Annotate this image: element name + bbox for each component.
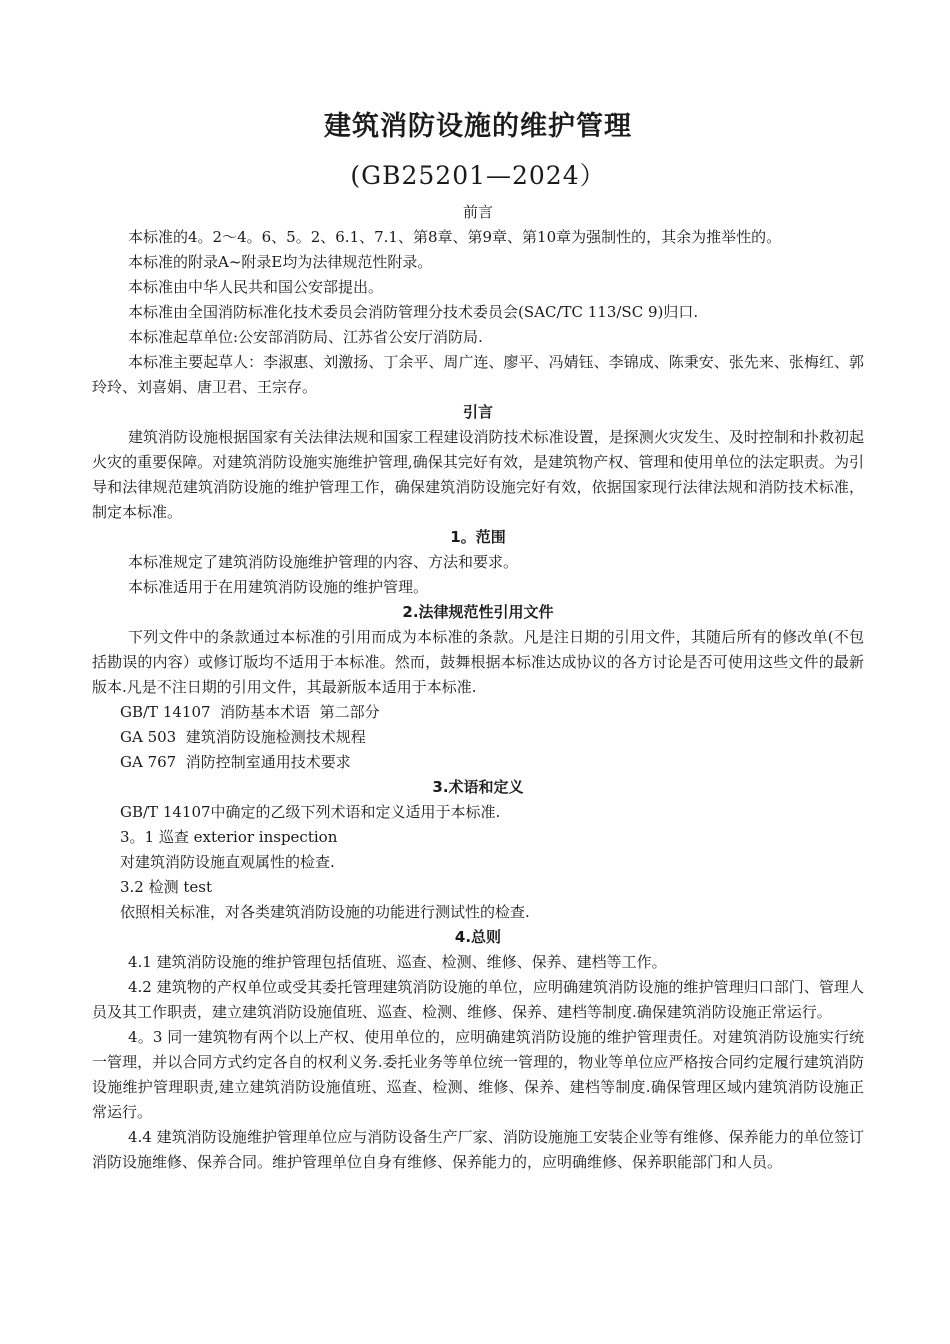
section-4-clause: 4。3 同一建筑物有两个以上产权、使用单位的，应明确建筑消防设施的维护管理责任。对建筑消防设施实行统一管理，并以合同方式约定各自的权利义务.委托业务等单位统一管理的，物业等单位应严格按合同约定履行建筑消防设施维护管理职责,建立建筑消防设施值班、巡查、检测、维修、保养、建档等制度.确保管理区域内建筑消防设施正常运行。 [92, 1028, 864, 1121]
intro-paragraph: 建筑消防设施根据国家有关法律法规和国家工程建设消防技术标准设置，是探测火灾发生、及时控制和扑救初起火灾的重要保障。对建筑消防设施实施维护管理,确保其完好有效，是建筑物产权、管理和使用单位的法定职责。为引导和法律规范建筑消防设施的维护管理工作，确保建筑消防设施完好有效，依据国家现行法律法规和消防技术标准，制定本标准。 [92, 428, 864, 521]
document-title: 建筑消防设施的维护管理 [324, 111, 632, 142]
standard-code: (GB25201—2024） [350, 161, 606, 190]
section-4-clause: 4.2 建筑物的产权单位或受其委托管理建筑消防设施的单位，应明确建筑消防设施的维护管理归口部门、管理人员及其工作职责，建立建筑消防设施值班、巡查、检测、维修、保养、建档等制度.确保建筑消防设施正常运行。 [92, 978, 864, 1021]
foreword-paragraph: 本标准的4。2～4。6、5。2、6.1、7.1、第8章、第9章、第10章为强制性的，其余为推举性的。 [128, 228, 782, 246]
reference-item: GA 767 消防控制室通用技术要求 [120, 753, 351, 771]
reference-item: GB/T 14107 消防基本术语 第二部分 [120, 703, 380, 721]
foreword-paragraph: 本标准由全国消防标准化技术委员会消防管理分技术委员会(SAC/TC 113/SC 9)归口. [128, 303, 699, 321]
foreword-heading: 前言 [462, 203, 493, 221]
term-definition: 对建筑消防设施直观属性的检查. [120, 853, 335, 871]
section-1-paragraph: 本标准适用于在用建筑消防设施的维护管理。 [128, 578, 429, 596]
foreword-paragraph: 本标准主要起草人：李淑惠、刘激扬、丁余平、周广连、廖平、冯婧钰、李锦成、陈秉安、张先来、张梅红、郭玲玲、刘喜娟、唐卫君、王宗存。 [92, 353, 864, 396]
term-heading: 3。1 巡查 exterior inspection [120, 828, 338, 846]
section-1-heading: 1。范围 [450, 528, 506, 546]
foreword-paragraph: 本标准起草单位:公安部消防局、江苏省公安厅消防局. [128, 328, 483, 346]
section-4-heading: 4.总则 [454, 928, 502, 946]
foreword-paragraph: 本标准的附录A~附录E均为法律规范性附录。 [128, 253, 433, 271]
section-1-paragraph: 本标准规定了建筑消防设施维护管理的内容、方法和要求。 [128, 553, 519, 571]
intro-heading: 引言 [462, 403, 493, 421]
section-2-paragraph: 下列文件中的条款通过本标准的引用而成为本标准的条款。凡是注日期的引用文件，其随后所有的修改单(不包括勘误的内容）或修订版均不适用于本标准。然而，鼓舞根据本标准达成协议的各方讨论是否可使用这些文件的最新版本.凡是不注日期的引用文件，其最新版本适用于本标准. [92, 628, 864, 696]
reference-item: GA 503 建筑消防设施检测技术规程 [120, 728, 366, 746]
section-4-clause: 4.1 建筑消防设施的维护管理包括值班、巡查、检测、维修、保养、建档等工作。 [128, 953, 667, 971]
term-definition: 依照相关标准，对各类建筑消防设施的功能进行测试性的检查. [120, 903, 530, 921]
section-4-clause: 4.4 建筑消防设施维护管理单位应与消防设备生产厂家、消防设施施工安装企业等有维修、保养能力的单位签订消防设施维修、保养合同。维护管理单位自身有维修、保养能力的，应明确维修、保养职能部门和人员。 [92, 1128, 864, 1171]
section-3-heading: 3.术语和定义 [432, 778, 524, 796]
term-heading: 3.2 检测 test [120, 878, 213, 896]
foreword-paragraph: 本标准由中华人民共和国公安部提出。 [128, 278, 384, 296]
section-3-line: GB/T 14107中确定的乙级下列术语和定义适用于本标准. [120, 803, 501, 821]
document-body [92, 200, 864, 1175]
section-2-heading: 2.法律规范性引用文件 [402, 603, 554, 621]
